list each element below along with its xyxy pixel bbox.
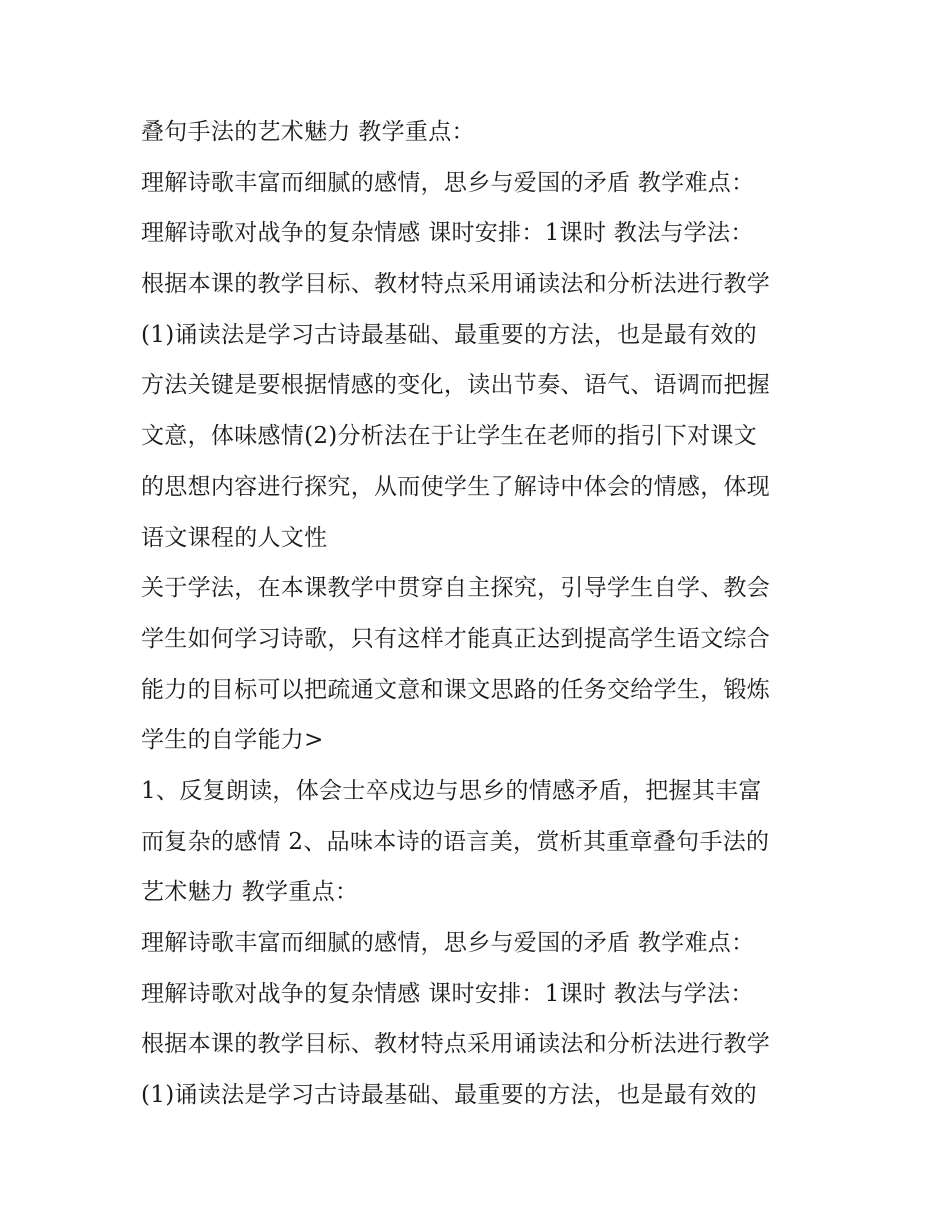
text-line: 而复杂的感情 2、品味本诗的语言美，赏析其重章叠句手法的 <box>141 828 770 855</box>
document-body <box>141 107 821 1121</box>
text-line: 理解诗歌丰富而细腻的感情，思乡与爱国的矛盾 教学难点： <box>141 930 755 956</box>
text-line: 理解诗歌对战争的复杂情感 课时安排：1课时 教法与学法： <box>141 980 754 1007</box>
text-line: 语文课程的人文性 <box>141 524 328 551</box>
text-line: 理解诗歌丰富而细腻的感情，思乡与爱国的矛盾 教学难点： <box>141 169 755 196</box>
text-line: (1)诵读法是学习古诗最基础、最重要的方法，也是最有效的 <box>141 321 757 348</box>
text-line: 关于学法，在本课教学中贯穿自主探究，引导学生自学、教会 <box>141 575 771 602</box>
text-line: 能力的目标可以把疏通文意和课文思路的任务交给学生，锻炼 <box>141 676 771 703</box>
text-line: 理解诗歌对战争的复杂情感 课时安排：1课时 教法与学法： <box>141 220 754 247</box>
text-line: 根据本课的教学目标、教材特点采用诵读法和分析法进行教学 <box>141 1031 771 1058</box>
text-line: 文意，体味感情(2)分析法在于让学生在老师的指引下对课文 <box>141 423 757 450</box>
text-line: 学生如何学习诗歌，只有这样才能真正达到提高学生语文综合 <box>141 625 771 652</box>
text-line: 1、反复朗读，体会士卒戍边与思乡的情感矛盾，把握其丰富 <box>141 777 762 804</box>
text-line: 根据本课的教学目标、教材特点采用诵读法和分析法进行教学 <box>141 271 771 298</box>
text-line: 艺术魅力 教学重点： <box>141 879 359 906</box>
text-line: (1)诵读法是学习古诗最基础、最重要的方法，也是最有效的 <box>141 1082 757 1109</box>
text-line: 叠句手法的艺术魅力 教学重点： <box>141 119 475 145</box>
text-line: 的思想内容进行探究，从而使学生了解诗中体会的情感，体现 <box>141 473 771 500</box>
text-line: 学生的自学能力> <box>141 727 324 754</box>
text-line: 方法关键是要根据情感的变化，读出节奏、语气、语调而把握 <box>141 372 771 399</box>
